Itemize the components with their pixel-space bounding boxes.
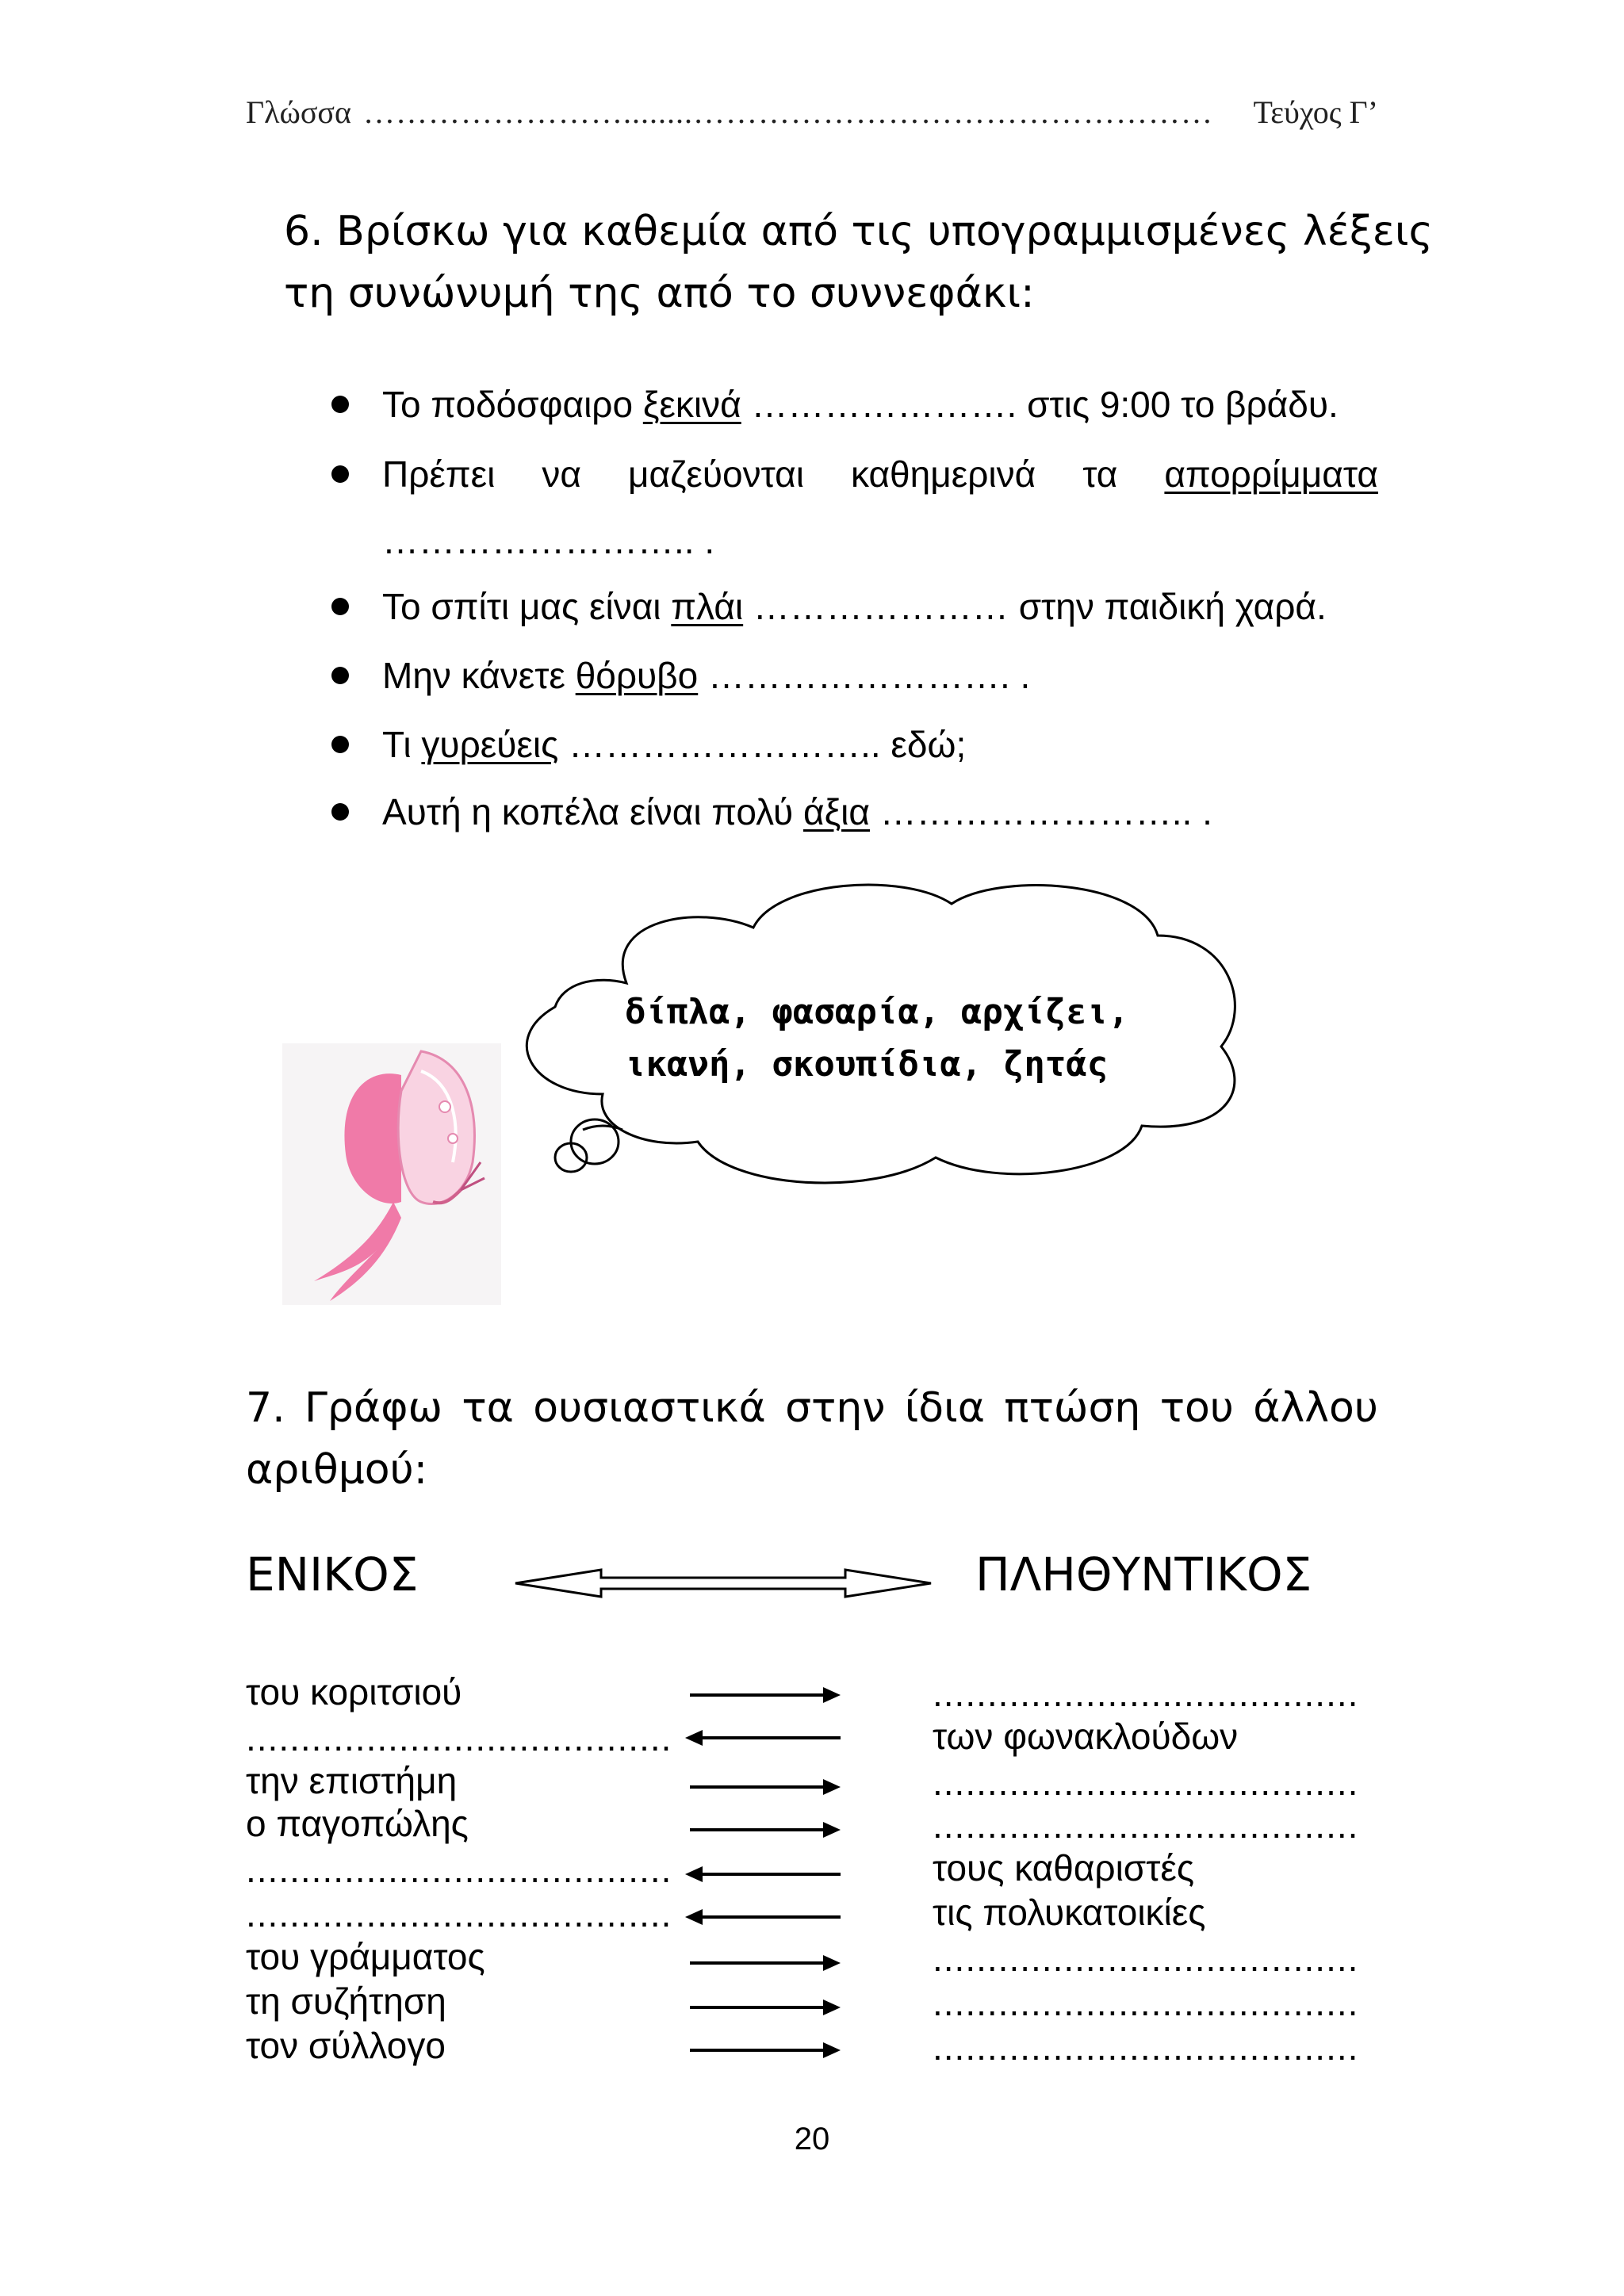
word: τα	[1082, 453, 1118, 495]
exercise6-title-line1: 6. Βρίσκω για καθεμία από τις υπογραμμισμένες λέξεις	[284, 208, 1433, 255]
plural-blank[interactable]: .......................................	[933, 1938, 1359, 1979]
singular-cell: του κοριτσιού	[246, 1671, 462, 1712]
sentence-3	[382, 583, 1327, 630]
sentence-text: Το ποδόσφαιρο	[382, 384, 643, 425]
sentence-blank[interactable]: …………………. στις 9:00 το βράδυ.	[741, 384, 1339, 425]
singular-blank[interactable]: .......................................	[246, 1893, 672, 1934]
singular-blank[interactable]: .......................................	[246, 1849, 672, 1890]
arrow-right-icon	[690, 1822, 841, 1838]
title-word: άλλου	[1253, 1384, 1378, 1432]
sentence-text: Το σπίτι μας είναι	[382, 586, 672, 627]
underlined-word: γυρεύεις	[421, 724, 559, 765]
sentence-6	[382, 788, 1212, 836]
underlined-word: ξεκινά	[642, 384, 741, 425]
row-arrows	[682, 1665, 848, 2061]
sentence-5	[382, 721, 966, 768]
underlined-word: πλάι	[671, 586, 744, 627]
word: Πρέπει	[382, 453, 496, 495]
exercise7-title-line2: αριθμού:	[246, 1446, 428, 1494]
arrow-left-icon	[685, 1730, 841, 1746]
arrow-right-icon	[690, 1687, 841, 1703]
sentence-blank[interactable]: ………………… στην παιδική χαρά.	[743, 586, 1327, 627]
sentence-2-blank[interactable]: …………………….. .	[382, 520, 715, 561]
title-word: ίδια	[904, 1384, 985, 1432]
sentence-text: Αυτή η κοπέλα είναι πολύ	[382, 791, 803, 832]
underlined-word: απορρίμματα	[1164, 453, 1378, 495]
word: μαζεύονται	[628, 453, 804, 495]
title-word: στην	[785, 1384, 886, 1432]
bullet	[331, 736, 349, 753]
bullet	[331, 803, 349, 821]
singular-cell: ο παγοπώλης	[246, 1803, 469, 1844]
page-number: 20	[794, 2122, 830, 2156]
singular-cell: του γράμματος	[246, 1936, 485, 1977]
arrow-right-icon	[690, 1955, 841, 1971]
sentence-4	[382, 652, 1030, 699]
plural-cell: τους καθαριστές	[933, 1847, 1195, 1888]
exercise6-title-line2: τη συνώνυμή της από το συννεφάκι:	[284, 270, 1035, 317]
butterfly-illustration	[282, 1043, 501, 1305]
title-word: τα	[462, 1384, 514, 1432]
singular-heading: ΕΝΙΚΟΣ	[246, 1548, 419, 1601]
sentence-blank[interactable]: ……………………. .	[698, 655, 1031, 696]
word: καθημερινά	[851, 453, 1036, 495]
title-word: Γράφω	[304, 1384, 443, 1432]
title-word: πτώση	[1004, 1384, 1141, 1432]
bullet	[331, 667, 349, 684]
sentence-1	[382, 381, 1339, 428]
arrow-left-icon	[685, 1866, 841, 1882]
underlined-word: θόρυβο	[575, 655, 699, 696]
sentence-text: Μην κάνετε	[382, 655, 576, 696]
cloud-words-line2: ικανή, σκουπίδια, ζητάς	[625, 1044, 1109, 1085]
plural-blank[interactable]: .......................................	[933, 1762, 1359, 1803]
exercise7-title-line1	[246, 1376, 1378, 1440]
sentence-blank[interactable]: …………………….. εδώ;	[558, 724, 967, 765]
plural-blank[interactable]: .......................................	[933, 1804, 1359, 1846]
plural-blank[interactable]: .......................................	[933, 2026, 1359, 2068]
cloud-words-line1: δίπλα, φασαρία, αρχίζει,	[625, 992, 1129, 1032]
arrow-right-icon	[690, 2042, 841, 2058]
plural-blank[interactable]: .......................................	[933, 1982, 1359, 2023]
bullet	[331, 396, 349, 413]
double-arrow-icon	[514, 1563, 933, 1603]
bullet	[331, 598, 349, 615]
underlined-word: άξια	[802, 791, 870, 832]
title-word: του	[1159, 1384, 1234, 1432]
arrow-right-icon	[690, 1779, 841, 1795]
header-subject: Γλώσσα	[246, 94, 351, 130]
plural-blank[interactable]: .......................................	[933, 1673, 1359, 1714]
plural-cell: τις πολυκατοικίες	[933, 1892, 1206, 1933]
arrow-right-icon	[690, 1999, 841, 2015]
word: να	[542, 453, 581, 495]
singular-blank[interactable]: .......................................	[246, 1717, 672, 1758]
title-word: 7.	[246, 1384, 285, 1432]
arrow-left-icon	[685, 1909, 841, 1925]
sentence-text: Τι	[382, 724, 422, 765]
sentence-2	[382, 450, 1378, 498]
singular-cell: την επιστήμη	[246, 1760, 458, 1801]
title-word: ουσιαστικά	[533, 1384, 766, 1432]
bullet	[331, 465, 349, 483]
plural-heading: ΠΛΗΘΥΝΤΙΚΟΣ	[975, 1548, 1312, 1601]
sentence-blank[interactable]: …………………….. .	[870, 791, 1212, 832]
header-dots: ……………………........…………………………………………	[363, 94, 1213, 130]
plural-cell: των φωνακλούδων	[933, 1716, 1239, 1757]
singular-cell: τον σύλλογο	[246, 2025, 446, 2066]
singular-cell: τη συζήτηση	[246, 1980, 446, 2022]
header-issue: Τεύχος Γ’	[1253, 94, 1378, 130]
